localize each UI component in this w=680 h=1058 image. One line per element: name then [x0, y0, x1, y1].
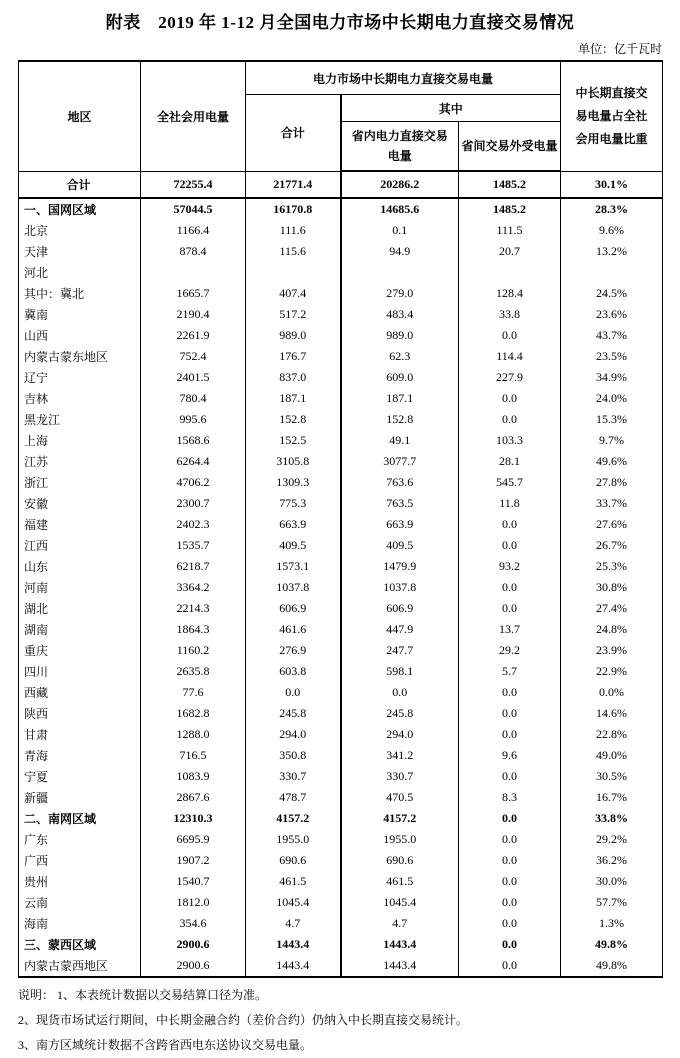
value-cell: 9.6% [561, 220, 663, 241]
value-cell: 3105.8 [246, 451, 341, 472]
header-ratio [561, 61, 663, 171]
value-cell: 12310.3 [141, 808, 246, 829]
value-cell: 0.0 [459, 850, 561, 871]
value-cell: 29.2 [459, 640, 561, 661]
value-cell: 0.0 [459, 682, 561, 703]
region-label: 福建 [19, 514, 141, 535]
value-cell: 16.7% [561, 787, 663, 808]
page-title: 附表 2019 年 1-12 月全国电力市场中长期电力直接交易情况 [105, 13, 575, 32]
value-cell: 49.8% [561, 955, 663, 977]
value-cell: 27.4% [561, 598, 663, 619]
value-cell: 663.9 [341, 514, 459, 535]
table-row [19, 262, 663, 283]
value-cell: 128.4 [459, 283, 561, 304]
value-cell: 330.7 [246, 766, 341, 787]
value-cell: 9.6 [459, 745, 561, 766]
value-cell: 152.5 [246, 430, 341, 451]
value-cell: 1160.2 [141, 640, 246, 661]
table-row [19, 682, 663, 703]
value-cell: 2900.6 [141, 955, 246, 977]
value-cell: 187.1 [341, 388, 459, 409]
value-cell: 989.0 [246, 325, 341, 346]
header-ratio-text: 中长期直接交易电量占全社会用电量比重 [575, 85, 648, 146]
value-cell: 461.5 [246, 871, 341, 892]
value-cell: 8.3 [459, 787, 561, 808]
value-cell: 33.8 [459, 304, 561, 325]
value-cell: 409.5 [341, 535, 459, 556]
value-cell: 1665.7 [141, 283, 246, 304]
region-label: 云南 [19, 892, 141, 913]
value-cell: 350.8 [246, 745, 341, 766]
value-cell: 1535.7 [141, 535, 246, 556]
table-row [19, 325, 663, 346]
value-cell: 1443.4 [246, 955, 341, 977]
value-cell: 294.0 [246, 724, 341, 745]
value-cell: 36.2% [561, 850, 663, 871]
value-cell: 24.0% [561, 388, 663, 409]
value-cell: 103.3 [459, 430, 561, 451]
value-cell: 4.7 [246, 913, 341, 934]
value-cell: 6218.7 [141, 556, 246, 577]
value-cell: 1864.3 [141, 619, 246, 640]
value-cell: 34.9% [561, 367, 663, 388]
table-row [19, 619, 663, 640]
value-cell: 0.0 [459, 955, 561, 977]
value-cell: 20286.2 [341, 171, 459, 198]
value-cell: 227.9 [459, 367, 561, 388]
region-label: 新疆 [19, 787, 141, 808]
value-cell: 716.5 [141, 745, 246, 766]
value-cell: 24.5% [561, 283, 663, 304]
value-cell: 279.0 [341, 283, 459, 304]
value-cell: 1045.4 [341, 892, 459, 913]
value-cell: 27.6% [561, 514, 663, 535]
region-label: 山东 [19, 556, 141, 577]
region-label: 吉林 [19, 388, 141, 409]
table-row [19, 640, 663, 661]
value-cell: 115.6 [246, 241, 341, 262]
value-cell: 0.0 [459, 325, 561, 346]
value-cell: 152.8 [341, 409, 459, 430]
value-cell: 57044.5 [141, 198, 246, 220]
value-cell: 245.8 [246, 703, 341, 724]
region-label: 辽宁 [19, 367, 141, 388]
region-label: 合计 [19, 171, 141, 198]
region-label: 北京 [19, 220, 141, 241]
value-cell: 30.8% [561, 577, 663, 598]
value-cell: 483.4 [341, 304, 459, 325]
value-cell: 1540.7 [141, 871, 246, 892]
value-cell: 14.6% [561, 703, 663, 724]
value-cell: 4.7 [341, 913, 459, 934]
value-cell: 1045.4 [246, 892, 341, 913]
region-label: 贵州 [19, 871, 141, 892]
value-cell [141, 262, 246, 283]
region-label: 其中：冀北 [19, 283, 141, 304]
value-cell: 1.3% [561, 913, 663, 934]
value-cell: 6264.4 [141, 451, 246, 472]
value-cell: 9.7% [561, 430, 663, 451]
value-cell: 2635.8 [141, 661, 246, 682]
value-cell: 2300.7 [141, 493, 246, 514]
value-cell: 0.0 [459, 913, 561, 934]
value-cell: 0.0 [459, 703, 561, 724]
value-cell: 15.3% [561, 409, 663, 430]
value-cell: 30.5% [561, 766, 663, 787]
value-cell: 13.7 [459, 619, 561, 640]
value-cell: 1568.6 [141, 430, 246, 451]
value-cell: 995.6 [141, 409, 246, 430]
table-row [19, 577, 663, 598]
header-of-which: 其中 [341, 95, 561, 122]
value-cell: 3077.7 [341, 451, 459, 472]
value-cell: 13.2% [561, 241, 663, 262]
value-cell: 0.0 [459, 577, 561, 598]
value-cell: 3364.2 [141, 577, 246, 598]
value-cell: 72255.4 [141, 171, 246, 198]
region-label: 河北 [19, 262, 141, 283]
value-cell: 409.5 [246, 535, 341, 556]
value-cell: 878.4 [141, 241, 246, 262]
value-cell: 11.8 [459, 493, 561, 514]
value-cell: 176.7 [246, 346, 341, 367]
table-row [19, 388, 663, 409]
value-cell: 276.9 [246, 640, 341, 661]
value-cell: 2261.9 [141, 325, 246, 346]
value-cell: 20.7 [459, 241, 561, 262]
region-label: 浙江 [19, 472, 141, 493]
region-label: 江西 [19, 535, 141, 556]
table-row [19, 493, 663, 514]
value-cell: 2900.6 [141, 934, 246, 955]
table-row [19, 514, 663, 535]
table-row [19, 766, 663, 787]
value-cell: 27.8% [561, 472, 663, 493]
value-cell: 0.0 [459, 409, 561, 430]
value-cell: 0.0% [561, 682, 663, 703]
value-cell: 1907.2 [141, 850, 246, 871]
value-cell: 5.7 [459, 661, 561, 682]
header-inter-text: 省间交易外受电量 [461, 139, 558, 153]
value-cell: 0.0 [246, 682, 341, 703]
table-row [19, 787, 663, 808]
value-cell: 763.6 [341, 472, 459, 493]
value-cell: 598.1 [341, 661, 459, 682]
value-cell: 470.5 [341, 787, 459, 808]
value-cell: 94.9 [341, 241, 459, 262]
value-cell: 245.8 [341, 703, 459, 724]
value-cell: 1083.9 [141, 766, 246, 787]
value-cell: 57.7% [561, 892, 663, 913]
value-cell: 1485.2 [459, 171, 561, 198]
value-cell: 763.5 [341, 493, 459, 514]
value-cell: 30.1% [561, 171, 663, 198]
table-row [19, 198, 663, 220]
region-label: 江苏 [19, 451, 141, 472]
region-label: 上海 [19, 430, 141, 451]
value-cell: 23.9% [561, 640, 663, 661]
value-cell: 606.9 [341, 598, 459, 619]
region-label: 湖南 [19, 619, 141, 640]
header-region: 地区 [19, 61, 141, 171]
value-cell: 93.2 [459, 556, 561, 577]
value-cell: 247.7 [341, 640, 459, 661]
value-cell: 606.9 [246, 598, 341, 619]
value-cell: 294.0 [341, 724, 459, 745]
value-cell: 609.0 [341, 367, 459, 388]
region-label: 冀南 [19, 304, 141, 325]
value-cell: 0.0 [459, 892, 561, 913]
region-label: 安徽 [19, 493, 141, 514]
header-intra-text: 省内电力直接交易电量 [351, 129, 448, 163]
value-cell: 111.5 [459, 220, 561, 241]
value-cell: 1309.3 [246, 472, 341, 493]
region-label: 广东 [19, 829, 141, 850]
value-cell: 22.9% [561, 661, 663, 682]
value-cell: 21771.4 [246, 171, 341, 198]
value-cell: 780.4 [141, 388, 246, 409]
value-cell: 545.7 [459, 472, 561, 493]
table-row [19, 892, 663, 913]
value-cell: 603.8 [246, 661, 341, 682]
note-line: 2、现货市场试运行期间，中长期金融合约（差价合约）仍纳入中长期直接交易统计。 [18, 1013, 469, 1027]
table-row [19, 535, 663, 556]
value-cell: 478.7 [246, 787, 341, 808]
region-label: 一、国网区域 [19, 198, 141, 220]
value-cell: 1288.0 [141, 724, 246, 745]
region-label: 二、南网区域 [19, 808, 141, 829]
value-cell: 690.6 [341, 850, 459, 871]
value-cell: 0.0 [459, 724, 561, 745]
value-cell: 6695.9 [141, 829, 246, 850]
region-label: 宁夏 [19, 766, 141, 787]
table-row [19, 871, 663, 892]
value-cell: 4706.2 [141, 472, 246, 493]
region-label: 山西 [19, 325, 141, 346]
value-cell: 1812.0 [141, 892, 246, 913]
value-cell: 22.8% [561, 724, 663, 745]
table-row [19, 451, 663, 472]
value-cell: 23.5% [561, 346, 663, 367]
value-cell: 29.2% [561, 829, 663, 850]
table-row [19, 304, 663, 325]
region-label: 海南 [19, 913, 141, 934]
table-row [19, 703, 663, 724]
region-label: 四川 [19, 661, 141, 682]
value-cell: 461.5 [341, 871, 459, 892]
value-cell: 49.0% [561, 745, 663, 766]
region-label: 广西 [19, 850, 141, 871]
value-cell: 4157.2 [341, 808, 459, 829]
region-label: 甘肃 [19, 724, 141, 745]
notes [18, 983, 662, 1058]
table-header [19, 61, 663, 171]
region-label: 河南 [19, 577, 141, 598]
value-cell [459, 262, 561, 283]
region-label: 天津 [19, 241, 141, 262]
value-cell: 111.6 [246, 220, 341, 241]
value-cell: 26.7% [561, 535, 663, 556]
value-cell: 43.7% [561, 325, 663, 346]
value-cell: 14685.6 [341, 198, 459, 220]
value-cell: 49.8% [561, 934, 663, 955]
value-cell: 341.2 [341, 745, 459, 766]
value-cell: 0.0 [459, 535, 561, 556]
table-row [19, 955, 663, 977]
electricity-trade-table [18, 60, 663, 978]
value-cell: 187.1 [246, 388, 341, 409]
value-cell: 1037.8 [341, 577, 459, 598]
value-cell: 1955.0 [246, 829, 341, 850]
value-cell: 0.1 [341, 220, 459, 241]
region-label: 西藏 [19, 682, 141, 703]
value-cell [561, 262, 663, 283]
value-cell: 49.1 [341, 430, 459, 451]
table-row [19, 850, 663, 871]
table-row [19, 171, 663, 198]
value-cell: 2190.4 [141, 304, 246, 325]
value-cell: 23.6% [561, 304, 663, 325]
value-cell: 2214.3 [141, 598, 246, 619]
region-label: 重庆 [19, 640, 141, 661]
value-cell: 690.6 [246, 850, 341, 871]
value-cell: 16170.8 [246, 198, 341, 220]
region-label: 三、蒙西区域 [19, 934, 141, 955]
table-row [19, 934, 663, 955]
table-row [19, 241, 663, 262]
table-row [19, 556, 663, 577]
value-cell: 62.3 [341, 346, 459, 367]
value-cell: 0.0 [459, 766, 561, 787]
table-row [19, 409, 663, 430]
value-cell: 4157.2 [246, 808, 341, 829]
table-row [19, 913, 663, 934]
header-intra-provincial [341, 122, 459, 172]
value-cell: 28.1 [459, 451, 561, 472]
table-row [19, 430, 663, 451]
value-cell: 49.6% [561, 451, 663, 472]
value-cell: 517.2 [246, 304, 341, 325]
value-cell: 30.0% [561, 871, 663, 892]
table-body [19, 171, 663, 977]
value-cell [341, 262, 459, 283]
value-cell: 114.4 [459, 346, 561, 367]
header-trade-group: 电力市场中长期电力直接交易电量 [246, 61, 561, 95]
table-row [19, 220, 663, 241]
value-cell [246, 262, 341, 283]
table-row [19, 808, 663, 829]
header-society-total: 全社会用电量 [141, 61, 246, 171]
region-label: 陕西 [19, 703, 141, 724]
value-cell: 330.7 [341, 766, 459, 787]
value-cell: 663.9 [246, 514, 341, 535]
value-cell: 0.0 [459, 388, 561, 409]
value-cell: 1573.1 [246, 556, 341, 577]
table-row [19, 346, 663, 367]
value-cell: 1443.4 [341, 934, 459, 955]
document-page [18, 0, 662, 1058]
value-cell: 0.0 [459, 829, 561, 850]
value-cell: 0.0 [459, 808, 561, 829]
value-cell: 1037.8 [246, 577, 341, 598]
value-cell: 1479.9 [341, 556, 459, 577]
value-cell: 0.0 [459, 871, 561, 892]
value-cell: 33.7% [561, 493, 663, 514]
value-cell: 1955.0 [341, 829, 459, 850]
value-cell: 461.6 [246, 619, 341, 640]
value-cell: 752.4 [141, 346, 246, 367]
value-cell: 0.0 [341, 682, 459, 703]
region-label: 青海 [19, 745, 141, 766]
table-row [19, 724, 663, 745]
header-inter-provincial [459, 122, 561, 172]
value-cell: 837.0 [246, 367, 341, 388]
note-line: 说明： 1、本表统计数据以交易结算口径为准。 [18, 988, 268, 1002]
value-cell: 0.0 [459, 934, 561, 955]
region-label: 湖北 [19, 598, 141, 619]
value-cell: 2867.6 [141, 787, 246, 808]
value-cell: 2402.3 [141, 514, 246, 535]
table-row [19, 661, 663, 682]
value-cell: 0.0 [459, 598, 561, 619]
table-row [19, 283, 663, 304]
value-cell: 775.3 [246, 493, 341, 514]
value-cell: 24.8% [561, 619, 663, 640]
value-cell: 354.6 [141, 913, 246, 934]
table-row [19, 829, 663, 850]
value-cell: 2401.5 [141, 367, 246, 388]
table-row [19, 472, 663, 493]
value-cell: 1443.4 [341, 955, 459, 977]
table-row [19, 745, 663, 766]
value-cell: 0.0 [459, 514, 561, 535]
value-cell: 25.3% [561, 556, 663, 577]
note-line: 3、南方区域统计数据不含跨省西电东送协议交易电量。 [18, 1038, 313, 1052]
value-cell: 1485.2 [459, 198, 561, 220]
table-row [19, 598, 663, 619]
value-cell: 152.8 [246, 409, 341, 430]
header-total: 合计 [246, 95, 341, 172]
value-cell: 447.9 [341, 619, 459, 640]
table-row [19, 367, 663, 388]
region-label: 内蒙古蒙西地区 [19, 955, 141, 977]
value-cell: 33.8% [561, 808, 663, 829]
value-cell: 28.3% [561, 198, 663, 220]
value-cell: 1166.4 [141, 220, 246, 241]
region-label: 内蒙古蒙东地区 [19, 346, 141, 367]
value-cell: 1682.8 [141, 703, 246, 724]
value-cell: 989.0 [341, 325, 459, 346]
header-row-1 [19, 61, 663, 95]
unit-label: 单位：亿千瓦时 [577, 42, 662, 56]
region-label: 黑龙江 [19, 409, 141, 430]
value-cell: 1443.4 [246, 934, 341, 955]
value-cell: 77.6 [141, 682, 246, 703]
value-cell: 407.4 [246, 283, 341, 304]
